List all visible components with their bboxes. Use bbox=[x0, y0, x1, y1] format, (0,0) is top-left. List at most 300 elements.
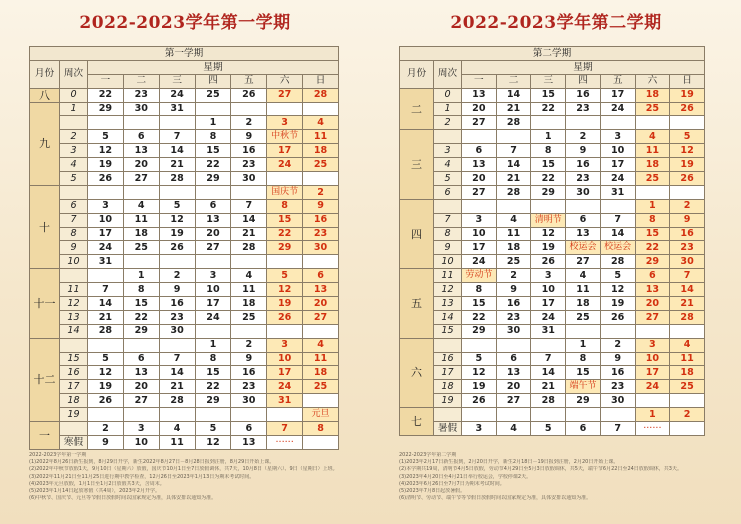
month-cell: 一 bbox=[30, 422, 60, 450]
day-cell bbox=[600, 324, 635, 338]
day-cell: 18 bbox=[496, 241, 531, 255]
day-cell: 26 bbox=[88, 172, 124, 186]
month-header: 月份 bbox=[400, 60, 434, 88]
note-line: (5)2023年7月8日起放暑假。 bbox=[399, 488, 466, 495]
day-cell: 20 bbox=[123, 380, 159, 394]
semester-1-notes bbox=[29, 452, 341, 502]
table-row bbox=[400, 227, 705, 241]
day-cell: 16 bbox=[231, 144, 267, 158]
day-cell: 19 bbox=[600, 297, 635, 311]
day-cell: 28 bbox=[496, 185, 531, 199]
day-cell: 8 bbox=[462, 283, 497, 297]
table-row bbox=[30, 324, 339, 338]
day-cell: 22 bbox=[531, 102, 566, 116]
day-cell bbox=[635, 394, 670, 408]
day-cell: 28 bbox=[531, 394, 566, 408]
table-row bbox=[30, 227, 339, 241]
day-cell bbox=[566, 116, 601, 130]
day-cell bbox=[496, 130, 531, 144]
table-row bbox=[400, 394, 705, 408]
day-cell: 28 bbox=[159, 394, 195, 408]
table-row bbox=[400, 199, 705, 213]
day-cell bbox=[303, 324, 339, 338]
day-cell: 26 bbox=[267, 310, 303, 324]
day-cell: 25 bbox=[231, 310, 267, 324]
week-header: 周次 bbox=[434, 60, 462, 88]
week-number-cell: 1 bbox=[434, 102, 462, 116]
day-cell: 2 bbox=[496, 269, 531, 283]
day-cell: 29 bbox=[635, 255, 670, 269]
day-cell: 27 bbox=[195, 241, 231, 255]
day-cell bbox=[195, 185, 231, 199]
day-cell: 11 bbox=[303, 130, 339, 144]
day-cell: 30 bbox=[496, 324, 531, 338]
day-cell: 2 bbox=[159, 269, 195, 283]
weekday-header: 星期 bbox=[88, 60, 339, 74]
day-header-mon: 一 bbox=[88, 74, 124, 88]
day-cell: 17 bbox=[635, 366, 670, 380]
day-cell: 26 bbox=[600, 310, 635, 324]
day-cell bbox=[123, 408, 159, 422]
week-number-cell: 7 bbox=[434, 213, 462, 227]
table-row bbox=[400, 241, 705, 255]
table-row bbox=[30, 158, 339, 172]
week-number-cell bbox=[60, 116, 88, 130]
week-number-cell: 15 bbox=[434, 324, 462, 338]
week-number-cell: 9 bbox=[60, 241, 88, 255]
week-number-cell: 19 bbox=[60, 408, 88, 422]
day-cell: 12 bbox=[267, 283, 303, 297]
table-row bbox=[400, 255, 705, 269]
table-row bbox=[400, 366, 705, 380]
table-row bbox=[30, 297, 339, 311]
day-cell: 20 bbox=[195, 227, 231, 241]
day-cell: 8 bbox=[195, 130, 231, 144]
table-row bbox=[400, 310, 705, 324]
table-row bbox=[30, 255, 339, 269]
day-cell: 23 bbox=[496, 310, 531, 324]
day-cell: 24 bbox=[600, 102, 635, 116]
table-row bbox=[30, 102, 339, 116]
table-row bbox=[400, 422, 705, 436]
table-row bbox=[30, 172, 339, 186]
day-cell: 10 bbox=[600, 144, 635, 158]
day-cell: 19 bbox=[88, 158, 124, 172]
day-cell: 5 bbox=[88, 130, 124, 144]
day-cell: 5 bbox=[670, 130, 705, 144]
day-cell: 28 bbox=[88, 324, 124, 338]
day-cell bbox=[635, 185, 670, 199]
day-cell: 9 bbox=[231, 352, 267, 366]
day-cell: 8 bbox=[566, 352, 601, 366]
day-cell: 28 bbox=[600, 255, 635, 269]
day-cell: 18 bbox=[635, 88, 670, 102]
day-cell: 10 bbox=[531, 283, 566, 297]
day-cell: 1 bbox=[531, 130, 566, 144]
week-number-cell: 5 bbox=[434, 172, 462, 186]
day-cell: 18 bbox=[231, 297, 267, 311]
day-cell: 7 bbox=[670, 269, 705, 283]
week-number-cell: 17 bbox=[60, 380, 88, 394]
day-cell: 6 bbox=[123, 352, 159, 366]
week-number-cell: 12 bbox=[60, 297, 88, 311]
table-row bbox=[30, 408, 339, 422]
day-cell bbox=[462, 338, 497, 352]
day-header-sat: 六 bbox=[635, 74, 670, 88]
day-cell: 4 bbox=[159, 422, 195, 436]
week-number-cell: 7 bbox=[60, 213, 88, 227]
table-row bbox=[400, 408, 705, 422]
day-cell: 22 bbox=[531, 172, 566, 186]
day-cell: 26 bbox=[670, 172, 705, 186]
day-cell: ······ bbox=[635, 422, 670, 436]
day-cell: 5 bbox=[195, 422, 231, 436]
day-cell: 7 bbox=[600, 422, 635, 436]
table-row bbox=[400, 283, 705, 297]
day-cell: 9 bbox=[566, 144, 601, 158]
day-cell: 23 bbox=[566, 102, 601, 116]
table-row bbox=[30, 130, 339, 144]
day-cell: 2 bbox=[303, 185, 339, 199]
week-number-cell bbox=[60, 185, 88, 199]
day-cell: 21 bbox=[496, 172, 531, 186]
day-cell: 13 bbox=[231, 435, 267, 449]
month-cell: 十二 bbox=[30, 338, 60, 421]
week-number-cell bbox=[434, 199, 462, 213]
day-cell: 22 bbox=[267, 227, 303, 241]
note-line: (4)2023年元旦放假，1月1日至1月2日放假共3天，含周末。 bbox=[29, 480, 165, 487]
note-line: (4)2023年6月26日至7月7日为期末考试时间。 bbox=[399, 480, 505, 487]
day-cell: 10 bbox=[123, 435, 159, 449]
day-cell: 12 bbox=[462, 366, 497, 380]
day-cell: 3 bbox=[195, 269, 231, 283]
day-cell: 11 bbox=[670, 352, 705, 366]
day-cell: 19 bbox=[462, 380, 497, 394]
day-cell: 11 bbox=[123, 213, 159, 227]
month-cell: 十 bbox=[30, 185, 60, 268]
month-cell: 六 bbox=[400, 338, 434, 407]
day-cell: 17 bbox=[267, 366, 303, 380]
table-row bbox=[400, 380, 705, 394]
day-cell bbox=[123, 255, 159, 269]
day-cell: 22 bbox=[635, 241, 670, 255]
day-cell: 1 bbox=[195, 338, 231, 352]
day-cell: 1 bbox=[195, 116, 231, 130]
day-cell: 4 bbox=[303, 116, 339, 130]
table-row bbox=[400, 144, 705, 158]
day-cell: 5 bbox=[159, 199, 195, 213]
day-cell: 17 bbox=[267, 144, 303, 158]
day-cell bbox=[88, 116, 124, 130]
note-line: (2)本学期共19周，清明节4月5日放假，劳动节4月29日至5月3日放假调休，共5天，端午节6月22日至24日放假调休，共3天。 bbox=[399, 466, 682, 473]
day-cell: 15 bbox=[123, 297, 159, 311]
day-cell: 24 bbox=[88, 241, 124, 255]
day-cell: 22 bbox=[195, 380, 231, 394]
day-cell: 26 bbox=[462, 394, 497, 408]
day-cell: 4 bbox=[123, 199, 159, 213]
table-row bbox=[400, 213, 705, 227]
day-cell: 5 bbox=[462, 352, 497, 366]
day-cell bbox=[462, 408, 497, 422]
day-cell: 17 bbox=[531, 297, 566, 311]
day-cell: 16 bbox=[600, 366, 635, 380]
day-cell: 6 bbox=[123, 130, 159, 144]
day-cell bbox=[303, 172, 339, 186]
day-cell bbox=[267, 102, 303, 116]
day-cell bbox=[496, 199, 531, 213]
day-cell: 6 bbox=[566, 422, 601, 436]
day-cell: 6 bbox=[566, 213, 601, 227]
day-header-tue: 二 bbox=[123, 74, 159, 88]
day-cell: 8 bbox=[267, 199, 303, 213]
day-cell: 9 bbox=[159, 283, 195, 297]
day-cell: 4 bbox=[496, 213, 531, 227]
day-cell bbox=[566, 199, 601, 213]
day-cell: 25 bbox=[195, 88, 231, 102]
semester-2-notes bbox=[399, 452, 707, 502]
semester-name: 第二学期 bbox=[400, 47, 705, 61]
week-number-cell: 3 bbox=[60, 144, 88, 158]
day-cell: 24 bbox=[195, 310, 231, 324]
day-cell: 29 bbox=[462, 324, 497, 338]
day-cell: 7 bbox=[496, 144, 531, 158]
day-cell bbox=[531, 408, 566, 422]
table-row bbox=[30, 88, 339, 102]
day-cell: 19 bbox=[88, 380, 124, 394]
day-header-tue: 二 bbox=[496, 74, 531, 88]
day-cell: 2 bbox=[600, 338, 635, 352]
day-cell: 2 bbox=[231, 116, 267, 130]
day-cell: 16 bbox=[496, 297, 531, 311]
week-number-cell: 18 bbox=[434, 380, 462, 394]
day-cell bbox=[670, 324, 705, 338]
day-cell: 21 bbox=[496, 102, 531, 116]
holiday-cell: 中秋节 bbox=[267, 130, 303, 144]
day-cell: 29 bbox=[123, 324, 159, 338]
week-number-cell: 8 bbox=[60, 227, 88, 241]
day-cell: 13 bbox=[123, 144, 159, 158]
day-cell: 14 bbox=[88, 297, 124, 311]
note-line: (6)中秋节、国庆节、元旦等节假日放假时间以国家规定为准，具体安排以通知为准。 bbox=[29, 495, 217, 502]
day-cell: 1 bbox=[635, 199, 670, 213]
week-number-cell: 17 bbox=[434, 366, 462, 380]
day-cell: 11 bbox=[566, 283, 601, 297]
day-cell: 9 bbox=[88, 435, 124, 449]
day-cell: 15 bbox=[566, 366, 601, 380]
week-number-cell: 10 bbox=[434, 255, 462, 269]
day-cell: 7 bbox=[88, 283, 124, 297]
day-cell: 14 bbox=[531, 366, 566, 380]
day-cell: 14 bbox=[231, 213, 267, 227]
table-row bbox=[400, 130, 705, 144]
day-cell: 7 bbox=[159, 352, 195, 366]
month-cell: 三 bbox=[400, 130, 434, 199]
day-cell: 28 bbox=[670, 310, 705, 324]
weekday-header: 星期 bbox=[462, 60, 705, 74]
week-number-cell: 11 bbox=[60, 283, 88, 297]
day-cell: 15 bbox=[195, 144, 231, 158]
holiday-cell: 劳动节 bbox=[462, 269, 497, 283]
day-cell: 20 bbox=[303, 297, 339, 311]
table-row bbox=[400, 297, 705, 311]
day-header-wed: 三 bbox=[531, 74, 566, 88]
day-cell: 24 bbox=[600, 172, 635, 186]
day-cell bbox=[159, 338, 195, 352]
month-cell: 十一 bbox=[30, 269, 60, 338]
day-cell bbox=[88, 185, 124, 199]
day-cell: 23 bbox=[231, 380, 267, 394]
day-cell: 18 bbox=[566, 297, 601, 311]
day-cell: 13 bbox=[123, 366, 159, 380]
day-cell: 14 bbox=[496, 88, 531, 102]
day-cell: 13 bbox=[462, 88, 497, 102]
table-row bbox=[400, 102, 705, 116]
day-cell: 4 bbox=[231, 269, 267, 283]
week-number-cell: 9 bbox=[434, 241, 462, 255]
day-cell: 10 bbox=[195, 283, 231, 297]
day-cell: 27 bbox=[267, 88, 303, 102]
day-cell: 30 bbox=[303, 241, 339, 255]
day-cell: 24 bbox=[635, 380, 670, 394]
month-cell: 二 bbox=[400, 88, 434, 130]
day-cell bbox=[303, 102, 339, 116]
day-cell: 27 bbox=[123, 172, 159, 186]
day-cell: 12 bbox=[88, 366, 124, 380]
week-number-cell: 6 bbox=[434, 185, 462, 199]
holiday-cell: 校运会 bbox=[600, 241, 635, 255]
day-cell: 26 bbox=[159, 241, 195, 255]
day-cell: 15 bbox=[267, 213, 303, 227]
day-cell bbox=[267, 172, 303, 186]
day-cell bbox=[267, 324, 303, 338]
day-cell bbox=[195, 408, 231, 422]
day-cell: 17 bbox=[195, 297, 231, 311]
day-cell: 4 bbox=[303, 338, 339, 352]
day-cell bbox=[123, 185, 159, 199]
table-row bbox=[400, 158, 705, 172]
day-cell bbox=[123, 338, 159, 352]
day-cell: 16 bbox=[670, 227, 705, 241]
day-cell: 2 bbox=[670, 199, 705, 213]
day-cell: 8 bbox=[303, 422, 339, 436]
day-cell: 29 bbox=[531, 185, 566, 199]
week-number-cell: 4 bbox=[434, 158, 462, 172]
day-cell: 8 bbox=[635, 213, 670, 227]
week-number-cell: 6 bbox=[60, 199, 88, 213]
week-number-cell: 15 bbox=[60, 352, 88, 366]
day-cell: 12 bbox=[195, 435, 231, 449]
day-cell bbox=[88, 269, 124, 283]
day-header-thu: 四 bbox=[195, 74, 231, 88]
day-cell: 6 bbox=[303, 269, 339, 283]
table-row bbox=[400, 352, 705, 366]
week-number-cell: 0 bbox=[434, 88, 462, 102]
week-number-cell: 寒假 bbox=[60, 435, 88, 449]
day-cell: 5 bbox=[88, 352, 124, 366]
day-cell: 16 bbox=[159, 297, 195, 311]
day-cell bbox=[159, 408, 195, 422]
week-number-cell bbox=[434, 408, 462, 422]
day-cell: 9 bbox=[600, 352, 635, 366]
day-cell: 8 bbox=[531, 144, 566, 158]
month-cell: 五 bbox=[400, 269, 434, 338]
day-cell: 15 bbox=[462, 297, 497, 311]
week-number-cell: 12 bbox=[434, 283, 462, 297]
week-number-cell bbox=[434, 130, 462, 144]
day-cell bbox=[267, 255, 303, 269]
day-cell bbox=[88, 408, 124, 422]
week-number-cell: 2 bbox=[60, 130, 88, 144]
day-cell: 25 bbox=[303, 380, 339, 394]
day-cell: 27 bbox=[303, 310, 339, 324]
week-number-cell: 18 bbox=[60, 394, 88, 408]
month-header: 月份 bbox=[30, 60, 60, 88]
table-row bbox=[30, 199, 339, 213]
day-cell: 21 bbox=[159, 380, 195, 394]
day-cell: 2 bbox=[88, 422, 124, 436]
day-cell bbox=[303, 255, 339, 269]
note-line: (6)清明节、劳动节、端午节等节假日放假时间以国家规定为准，具体安排以通知为准。 bbox=[399, 495, 592, 502]
week-number-cell bbox=[434, 338, 462, 352]
day-cell bbox=[195, 324, 231, 338]
day-cell: 23 bbox=[159, 310, 195, 324]
day-header-wed: 三 bbox=[159, 74, 195, 88]
day-cell: 3 bbox=[635, 338, 670, 352]
day-cell bbox=[231, 408, 267, 422]
week-number-cell bbox=[60, 338, 88, 352]
week-header: 周次 bbox=[60, 60, 88, 88]
week-number-cell: 8 bbox=[434, 227, 462, 241]
day-cell: 25 bbox=[123, 241, 159, 255]
day-cell bbox=[231, 102, 267, 116]
day-cell: 31 bbox=[159, 102, 195, 116]
day-cell bbox=[159, 255, 195, 269]
day-cell bbox=[600, 199, 635, 213]
table-row bbox=[30, 422, 339, 436]
table-row bbox=[30, 394, 339, 408]
table-row bbox=[30, 435, 339, 449]
day-header-sun: 日 bbox=[303, 74, 339, 88]
day-cell: 9 bbox=[496, 283, 531, 297]
day-cell: 13 bbox=[635, 283, 670, 297]
day-cell: 16 bbox=[231, 366, 267, 380]
day-cell: 11 bbox=[635, 144, 670, 158]
day-cell: 6 bbox=[195, 199, 231, 213]
day-cell: 8 bbox=[195, 352, 231, 366]
day-cell bbox=[462, 130, 497, 144]
day-cell bbox=[123, 116, 159, 130]
week-number-cell bbox=[60, 269, 88, 283]
day-cell: 1 bbox=[123, 269, 159, 283]
day-cell: 14 bbox=[496, 158, 531, 172]
day-cell: 30 bbox=[231, 172, 267, 186]
day-cell: 14 bbox=[600, 227, 635, 241]
day-cell: 30 bbox=[566, 185, 601, 199]
day-cell: 5 bbox=[600, 269, 635, 283]
day-cell: 3 bbox=[462, 213, 497, 227]
day-cell bbox=[88, 338, 124, 352]
table-row bbox=[400, 185, 705, 199]
day-cell: 12 bbox=[159, 213, 195, 227]
table-row bbox=[400, 324, 705, 338]
month-cell: 七 bbox=[400, 408, 434, 436]
day-cell: 19 bbox=[670, 158, 705, 172]
week-number-cell: 14 bbox=[434, 310, 462, 324]
day-cell: 23 bbox=[670, 241, 705, 255]
day-cell: 28 bbox=[496, 116, 531, 130]
day-cell bbox=[531, 116, 566, 130]
day-cell: 28 bbox=[159, 172, 195, 186]
